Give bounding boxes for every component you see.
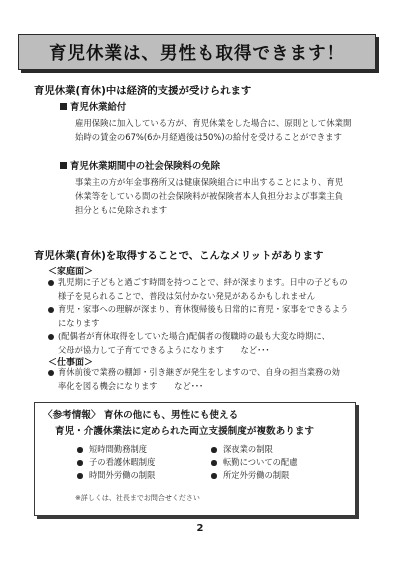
square-bullet-icon — [60, 162, 67, 169]
paragraph-line: 始時の賃金の67%(6か月経過後は50%)の給付を受けることができます — [75, 132, 342, 142]
list-item-label: 深夜業の制限 — [223, 444, 273, 454]
page-number: 2 — [196, 523, 204, 534]
list-item-label: 短時間勤務制度 — [89, 444, 148, 454]
bullet-icon — [77, 447, 83, 453]
bullet-icon — [48, 280, 54, 286]
section-heading-merits: 育児休業(育休)を取得することで、こんなメリットがあります — [34, 250, 324, 262]
list-item — [48, 276, 388, 303]
list-item-label: 転勤についての配慮 — [223, 457, 298, 467]
list-item — [77, 443, 155, 456]
info-box-note: ※詳しくは、社長までお問合せください — [75, 494, 200, 502]
bullet-icon — [211, 460, 217, 466]
list-item-line: になります — [58, 317, 100, 328]
list-item — [211, 469, 298, 482]
home-merit-list — [48, 276, 388, 357]
bullet-icon — [48, 370, 54, 376]
list-item — [211, 443, 298, 456]
paragraph-line: 事業主の方が年金事務所又は健康保険組合に申出することにより、育児 — [75, 177, 343, 187]
list-item-line: 父母が協力して子育てできるようになります など･･･ — [58, 344, 270, 355]
section-heading-economic-support: 育児休業(育休)中は経済的支援が受けられます — [34, 85, 252, 97]
square-bullet-icon — [60, 103, 67, 110]
category-label-home: ＜家庭面＞ — [48, 267, 94, 277]
list-item-label: 所定外労働の制限 — [223, 470, 290, 480]
list-item-line: 育休前後で業務の棚卸・引き継ぎが発生をしますので、自身の担当業務の効 — [58, 367, 340, 377]
list-item-line: (配偶者が育休取得をしていた場合)配偶者の復職時の最も大変な時期に、 — [58, 331, 330, 341]
subheading-text: 育児休業期間中の社会保険料の免除 — [70, 161, 221, 172]
paragraph-line: 雇用保険に加入している方が、育児休業をした場合に、原則として休業開 — [75, 118, 352, 128]
paragraph-line: 担分ともに免除されます — [75, 205, 168, 215]
work-merit-list — [48, 366, 388, 393]
bullet-icon — [211, 473, 217, 479]
list-item — [211, 456, 298, 469]
info-box-title: 〈参考情報〉 育休の他にも、男性にも使える — [43, 410, 239, 421]
list-item — [48, 303, 388, 330]
subheading-childcare-benefit — [60, 99, 126, 113]
list-item — [48, 366, 388, 393]
support-system-list-left — [77, 443, 155, 482]
list-item — [48, 330, 388, 357]
paragraph-insurance-exemption — [75, 175, 385, 217]
list-item-line: 育児・家事への理解が深まり、育休復帰後も日常的に育児・家事をできるよう — [58, 304, 349, 314]
bullet-icon — [48, 307, 54, 313]
category-label-work: ＜仕事面＞ — [48, 358, 94, 368]
title-banner — [18, 34, 376, 70]
list-item-label: 子の看護休暇制度 — [89, 457, 156, 467]
bullet-icon — [211, 447, 217, 453]
bullet-icon — [77, 460, 83, 466]
banner-title: 育児休業は、男性も取得できます！ — [49, 43, 345, 64]
info-box-subtitle: 育児・介護休業法に定められた両立支援制度が複数あります — [55, 426, 315, 437]
list-item-line: 乳児期に子どもと過ごす時間を持つことで、絆が深まります。日中の子どもの — [58, 277, 348, 287]
list-item — [77, 469, 155, 482]
support-system-list-right — [211, 443, 298, 482]
list-item — [77, 456, 155, 469]
list-item-line: 率化を図る機会になります など･･･ — [58, 380, 204, 391]
paragraph-line: 休業等をしている間の社会保険料が被保険者本人負担分および事業主負 — [75, 191, 343, 201]
list-item-line: 様子を見られることで、普段は気付かない発見があるかもしれません — [58, 290, 316, 301]
bullet-icon — [48, 334, 54, 340]
paragraph-childcare-benefit — [75, 116, 385, 144]
subheading-text: 育児休業給付 — [70, 102, 127, 113]
subheading-insurance-exemption — [60, 158, 220, 172]
list-item-label: 時間外労働の制限 — [89, 470, 156, 480]
bullet-icon — [77, 473, 83, 479]
reference-info-box — [34, 402, 356, 516]
